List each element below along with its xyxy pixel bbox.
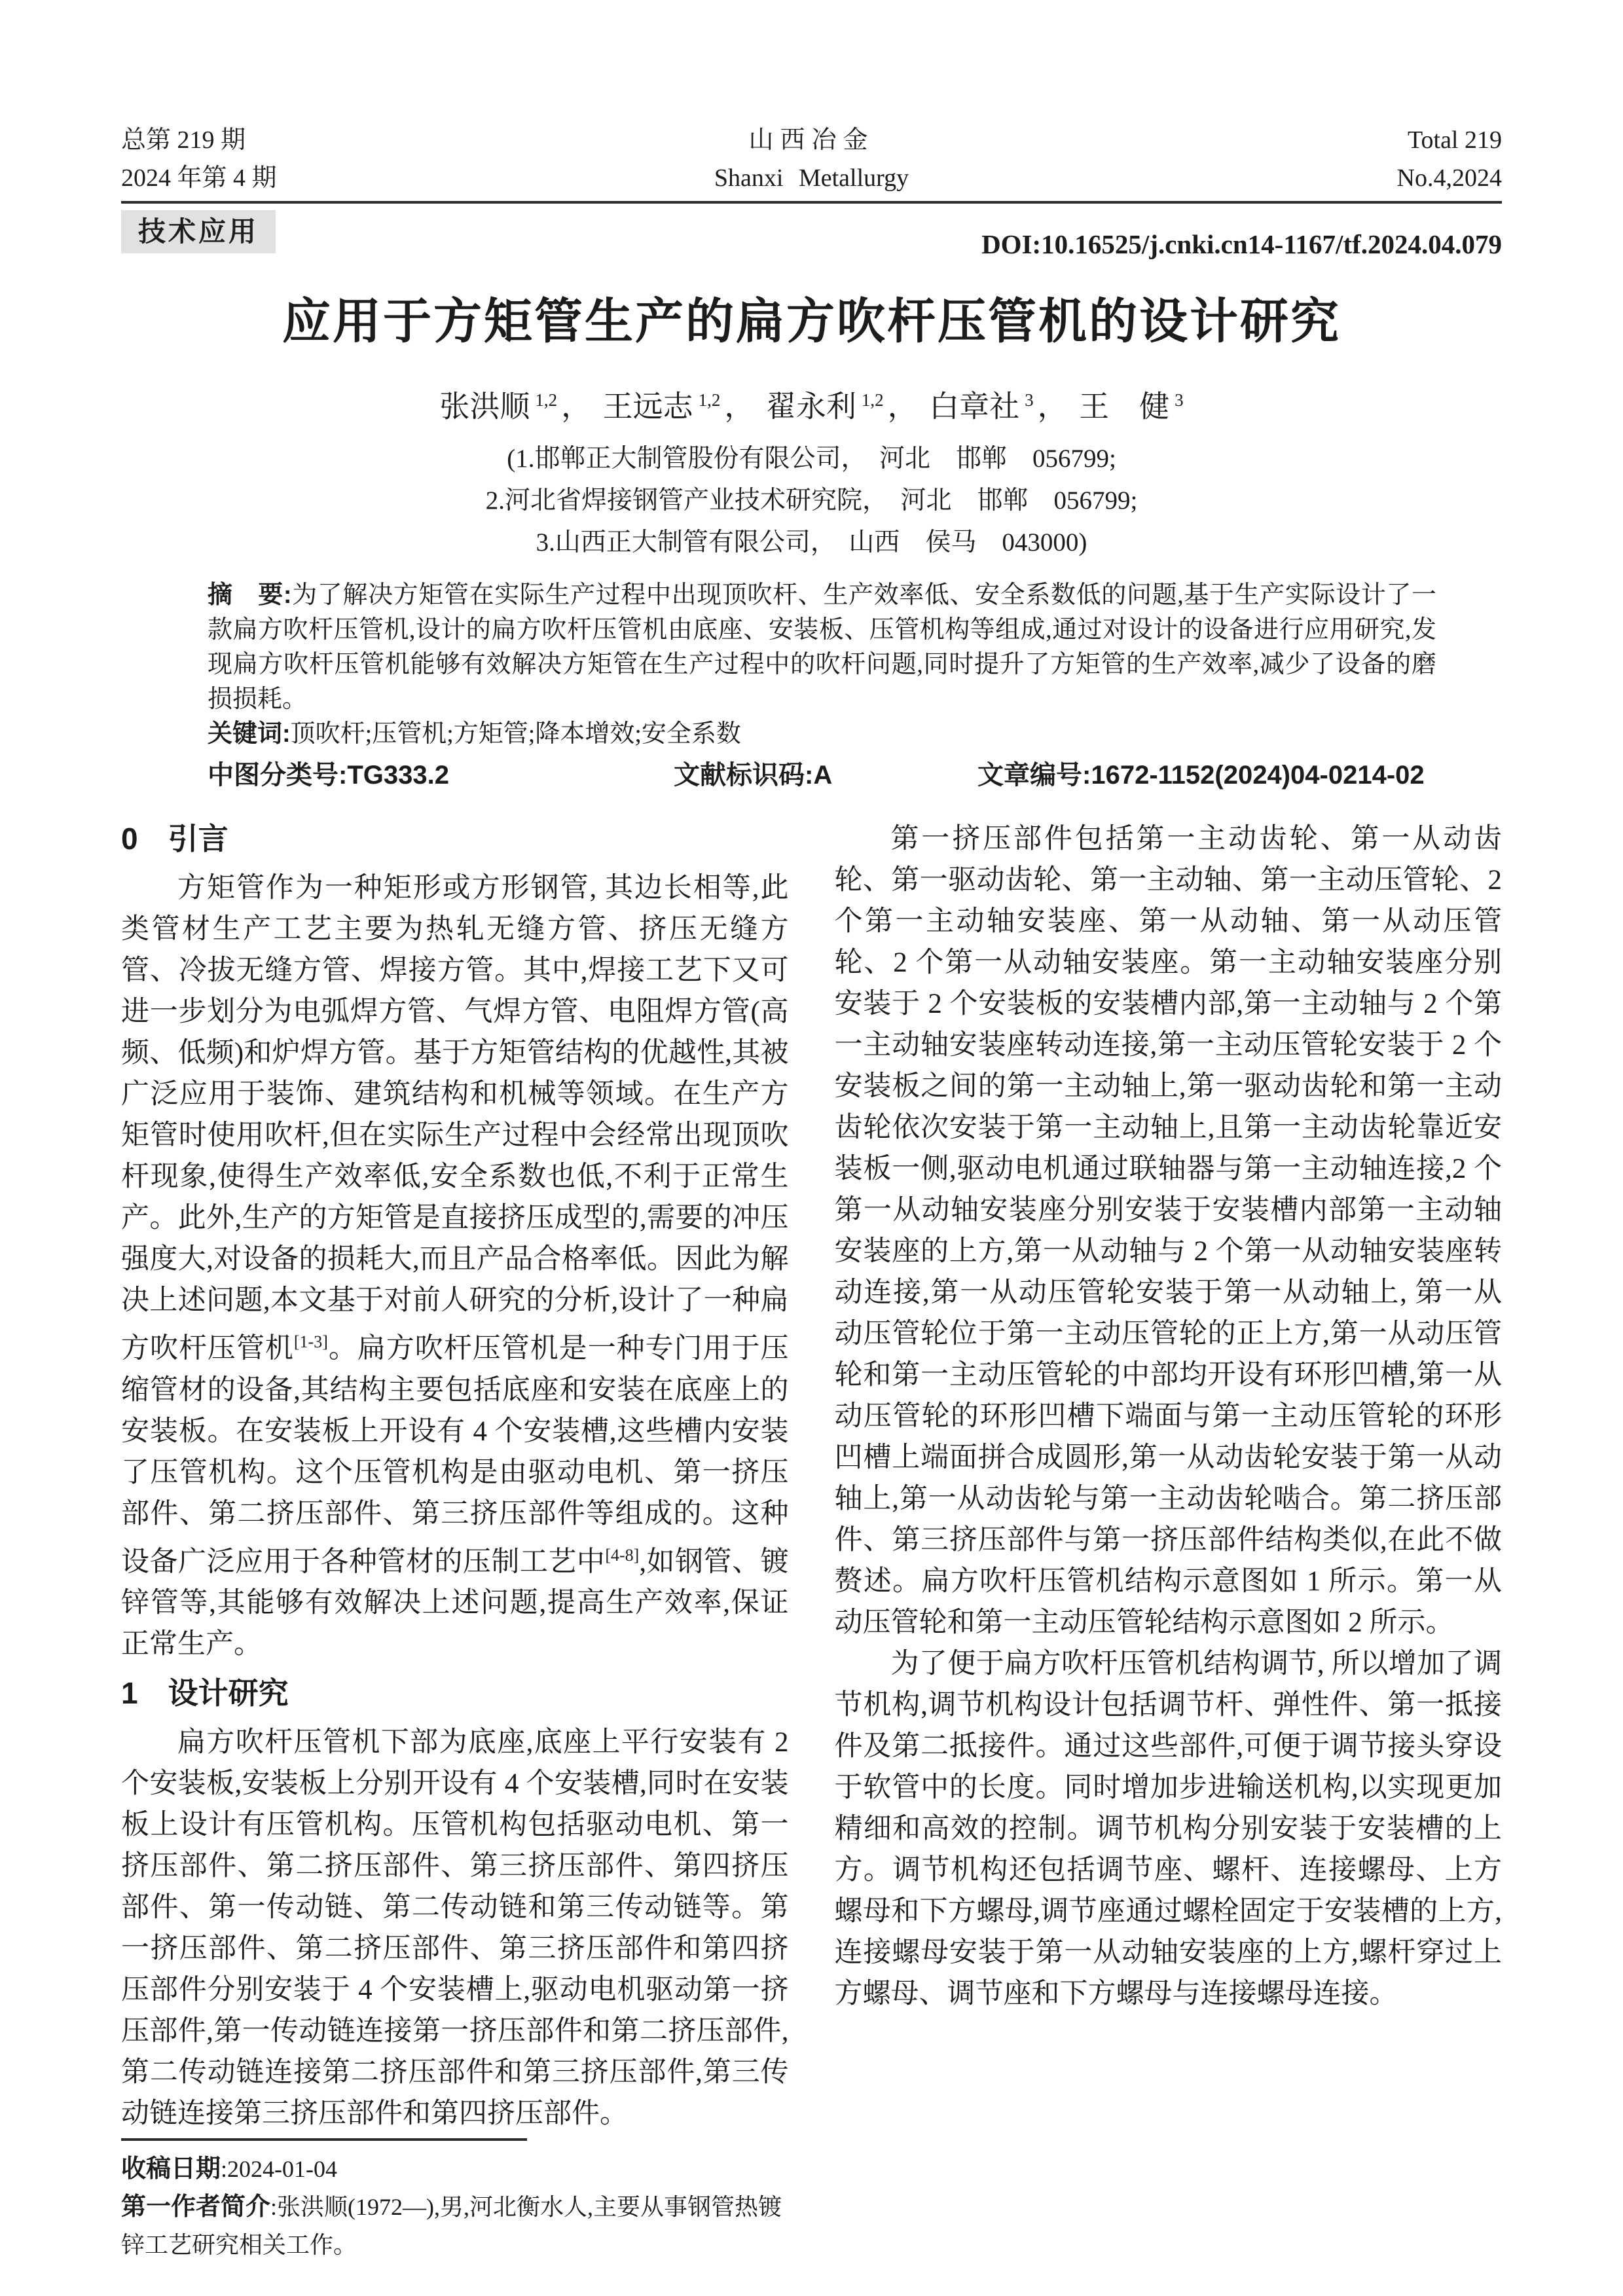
author-affil-sup: 3: [1025, 390, 1034, 410]
article-title: 应用于方矩管生产的扁方吹杆压管机的设计研究: [282, 294, 1341, 348]
intro-text-1: 方矩管作为一种矩形或方形钢管, 其边长相等,此类管材生产工艺主要为热轧无缝方管、挤压无缝方管、冷拔无缝方管、焊接方管。其中,焊接工艺下又可进一步划分为电弧焊方管、气焊方管、电阻焊方管(高频、低频)和炉焊方管。基于方矩管结构的优越性,其被广泛应用于装饰、建筑结构和机械等领域。在生产方矩管时使用吹杆,但在实际生产过程中会经常出现顶吹杆现象,使得生产效率低,安全系数也低,不利于正常生产。此外,生产的方矩管是直接挤压成型的,需要的冲压强度大,对设备的损耗大,而且产品合格率低。因此为解决上述问题,本文基于对前人研究的分析,设计了一种扁方吹杆压管机: [121, 873, 789, 1364]
doc-code-value: A: [813, 761, 833, 790]
design-paragraph-1: 扁方吹杆压管机下部为底座,底座上平行安装有 2 个安装板,安装板上分别开设有 4 个安装槽,同时在安装板上设计有压管机构。压管机构包括驱动电机、第一挤压部件、第二挤压部件、第三挤压部件、第四挤压部件、第一传动链、第二传动链和第三传动链等。第一挤压部件、第二挤压部件、第三挤压部件和第四挤压部件分别安装于 4 个安装槽上,驱动电机驱动第一挤压部件,第一传动链连接第一挤压部件和第二挤压部件, 第二传动链连接第二挤压部件和第三挤压部件,第三传动链连接第三挤压部件和第四挤压部件。: [121, 1726, 789, 2129]
author-name: 王远志: [602, 390, 693, 424]
author-separator: ，: [887, 390, 918, 424]
article-id-item: [977, 757, 1436, 793]
badge-doi-row: [121, 210, 1502, 260]
masthead: [121, 121, 1502, 197]
issue-number-en: No.4,2024: [1396, 164, 1502, 192]
author-name: 白章社: [929, 390, 1020, 424]
clc-label: 中图分类号:: [208, 761, 348, 790]
issue-total-en: Total 219: [1407, 126, 1502, 154]
header-rule: [121, 201, 1502, 204]
article-id-label: 文章编号:: [977, 761, 1091, 790]
doc-code-label: 文献标识码:: [674, 761, 814, 790]
abstract-label: 摘 要:: [208, 581, 292, 610]
doc-code-item: [674, 757, 977, 793]
received-date-label: 收稿日期: [121, 2155, 221, 2183]
author-name: 王 健: [1079, 390, 1170, 424]
keywords-line: [208, 717, 1436, 752]
issue-number-cn: 2024 年第 4 期: [121, 164, 277, 192]
author-affil-sup: 1,2: [861, 390, 884, 410]
intro-paragraph: [121, 867, 789, 1665]
affiliation-line: (1.邯郸正大制管股份有限公司， 河北 邯郸 056799;: [507, 445, 1116, 473]
issue-total-cn: 总第 219 期: [121, 126, 246, 154]
doi-text: DOI:10.16525/j.cnki.cn14-1167/tf.2024.04.079: [981, 229, 1502, 259]
affiliations: [121, 438, 1502, 564]
issue-info: [121, 121, 396, 197]
received-date-value: :2024-01-04: [221, 2155, 337, 2182]
column-right: [835, 818, 1503, 2236]
clc-item: [208, 757, 674, 793]
authors-line: [121, 380, 1502, 426]
author-affil-sup: 3: [1175, 390, 1184, 410]
author-name: 张洪顺: [439, 390, 530, 424]
author-name: 翟永利: [765, 390, 856, 424]
issue-info-en: [1227, 121, 1502, 197]
first-author-bio-line: [121, 2188, 789, 2264]
clc-value: TG333.2: [347, 761, 449, 790]
intro-text-2: 。扁方吹杆压管机是一种专门用于压缩管材的设备,其结构主要包括底座和安装在底座上的安装板。在安装板上开设有 4 个安装槽,这些槽内安装了压管机构。这个压管机构是由驱动电机、第一挤压部件、第二挤压部件、第三挤压部件等组成的。这种设备广泛应用于各种管材的压制工艺中: [121, 1333, 789, 1577]
section-heading-0: 0 引言: [121, 822, 228, 856]
author-separator: ，: [1037, 390, 1068, 424]
classification-row: [208, 757, 1436, 793]
article-id-value: 1672-1152(2024)04-0214-02: [1091, 761, 1425, 790]
author-separator: ，: [724, 390, 755, 424]
abstract-block: [121, 578, 1502, 793]
journal-title-cn: 山西冶金: [748, 126, 875, 154]
column-left: [121, 818, 789, 2258]
first-author-bio-label: 第一作者简介: [121, 2193, 271, 2221]
section-heading-1: 1 设计研究: [121, 1675, 289, 1710]
abstract-paragraph: [208, 578, 1436, 717]
author-separator: ，: [561, 390, 592, 424]
received-date-line: [121, 2150, 789, 2188]
reference-sup: [4-8]: [605, 1545, 640, 1565]
first-author-bio-text: :张洪顺(1972—),男,河北衡水人,主要从事钢管热镀锌工艺研究相关工作。: [121, 2193, 782, 2258]
affiliation-line: 3.山西正大制管有限公司， 山西 侯马 043000): [536, 528, 1087, 557]
keywords-text: 顶吹杆;压管机;方矩管;降本增效;安全系数: [290, 720, 741, 748]
journal-title: [396, 121, 1227, 197]
section-badge: 技术应用: [121, 210, 276, 253]
journal-title-en: Shanxi Metallurgy: [714, 164, 909, 192]
footnote-rule: [121, 2138, 527, 2141]
reference-sup: [1-3]: [293, 1332, 328, 1352]
author-affil-sup: 1,2: [698, 390, 721, 410]
affiliation-line: 2.河北省焊接钢管产业技术研究院， 河北 邯郸 056799;: [485, 486, 1138, 515]
keywords-label: 关键词:: [208, 720, 291, 748]
intro-text-3: ,如钢管、镀锌管等,其能够有效解决上述问题,提高生产效率,保证正常生产。: [121, 1546, 789, 1660]
author-affil-sup: 1,2: [535, 390, 558, 410]
footnote: [121, 2134, 789, 2264]
design-paragraph-3: 为了便于扁方吹杆压管机结构调节, 所以增加了调节机构,调节机构设计包括调节杆、弹性件、第一抵接件及第二抵接件。通过这些部件,可便于调节接头穿设于软管中的长度。同时增加步进输送机构,以实现更加精细和高效的控制。调节机构分别安装于安装槽的上方。调节机构还包括调节座、螺杆、连接螺母、上方螺母和下方螺母,调节座通过螺栓固定于安装槽的上方,连接螺母安装于第一从动轴安装座的上方,螺杆穿过上方螺母、调节座和下方螺母与连接螺母连接。: [834, 1649, 1502, 2010]
abstract-text: 为了解决方矩管在实际生产过程中出现顶吹杆、生产效率低、安全系数低的问题,基于生产实际设计了一款扁方吹杆压管机,设计的扁方吹杆压管机由底座、安装板、压管机构等组成,通过对设计的设备进行应用研究,发现扁方吹杆压管机能够有效解决方矩管在生产过程中的吹杆问题,同时提升了方矩管的生产效率,减少了设备的磨损损耗。: [208, 581, 1436, 714]
design-paragraph-2: 第一挤压部件包括第一主动齿轮、第一从动齿轮、第一驱动齿轮、第一主动轴、第一主动压管轮、2 个第一主动轴安装座、第一从动轴、第一从动压管轮、2 个第一从动轴安装座。第一主动轴安装座分别安装于 2 个安装板的安装槽内部,第一主动轴与 2 个第一主动轴安装座转动连接,第一主动压管轮安装于 2 个安装板之间的第一主动轴上,第一驱动齿轮和第一主动齿轮依次安装于第一主动轴上,且第一主动齿轮靠近安装板一侧,驱动电机通过联轴器与第一主动轴连接,2 个第一从动轴安装座分别安装于安装槽内部第一主动轴安装座的上方,第一从动轴与 2 个第一从动轴安装座转动连接,第一从动压管轮安装于第一从动轴上, 第一从动压管轮位于第一主动压管轮的正上方,第一从动压管轮和第一主动压管轮的中部均开设有环形凹槽,第一从动压管轮的环形凹槽下端面与第一主动压管轮的环形凹槽上端面拼合成圆形,第一从动齿轮安装于第一从动轴上,第一从动齿轮与第一主动齿轮啮合。第二挤压部件、第三挤压部件与第一挤压部件结构类似,在此不做赘述。扁方吹杆压管机结构示意图如 1 所示。第一从动压管轮和第一主动压管轮结构示意图如 2 所示。: [834, 824, 1502, 1639]
body-columns: [121, 818, 1502, 2258]
